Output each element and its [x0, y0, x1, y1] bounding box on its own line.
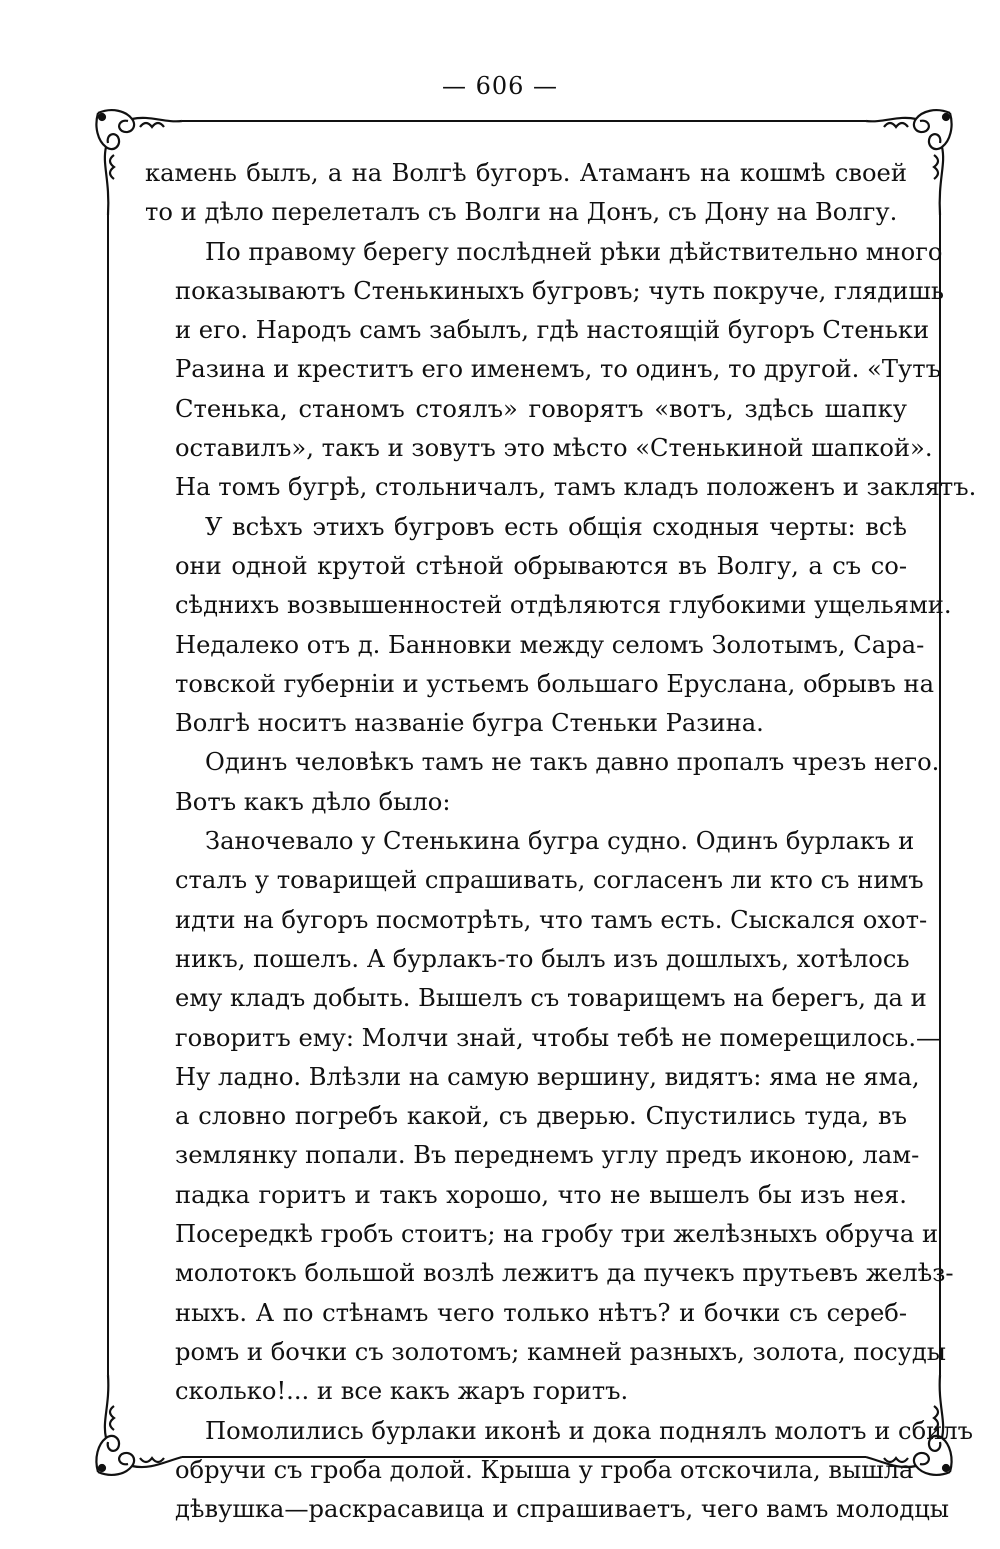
text-line: Помолились бурлаки иконѣ и дока поднялъ молотъ и сбилъ — [205, 1416, 974, 1445]
text-line: Ну ладно. Влѣзли на самую вершину, видятъ: яма не яма, — [175, 1062, 920, 1091]
text-line: Стенька, станомъ стоялъ» говорятъ «вотъ, здѣсь шапку — [175, 394, 907, 423]
paragraph — [145, 154, 907, 233]
text-line: Волгѣ носитъ названіе бугра Стеньки Разина. — [175, 709, 764, 738]
paragraph — [145, 1412, 974, 1530]
text-line: землянку попали. Въ переднемъ углу предъ иконою, лам- — [175, 1141, 920, 1170]
text-line: падка горитъ и такъ хорошо, что не вышелъ бы изъ нея. — [175, 1180, 907, 1209]
paragraph — [145, 743, 940, 822]
text-line: Разина и креститъ его именемъ, то одинъ, то другой. «Тутъ — [175, 355, 941, 384]
text-line: идти на бугоръ посмотрѣть, что тамъ есть. Сыскался охот- — [175, 905, 928, 934]
page-number: — 606 — — [441, 72, 559, 100]
text-line: никъ, пошелъ. А бурлакъ-то былъ изъ дошлыхъ, хотѣлось — [175, 944, 910, 973]
text-line: обручи съ гроба долой. Крыша у гроба отскочила, вышла — [175, 1455, 914, 1484]
text-line: а словно погребъ какой, съ дверью. Спустились туда, въ — [175, 1102, 907, 1131]
text-line: сѣднихъ возвышенностей отдѣляются глубокими ущельями. — [175, 591, 952, 620]
text-line: Одинъ человѣкъ тамъ не такъ давно пропалъ чрезъ него. — [205, 748, 940, 777]
text-line: У всѣхъ этихъ бугровъ есть общія сходныя черты: всѣ — [205, 512, 907, 541]
text-line: оставилъ», такъ и зовутъ это мѣсто «Стенькиной шапкой». — [175, 434, 933, 463]
text-line: Недалеко отъ д. Банновки между селомъ Золотымъ, Сара- — [175, 630, 925, 659]
body-text — [145, 154, 977, 1529]
text-line: показываютъ Стенькиныхъ бугровъ; чуть покруче, глядишь — [175, 276, 945, 305]
text-line: камень былъ, а на Волгѣ бугоръ. Атаманъ на кошмѣ своей — [145, 159, 907, 187]
text-line: Заночевало у Стенькина бугра судно. Одинъ бурлакъ и — [205, 827, 915, 856]
text-line: По правому берегу послѣдней рѣки дѣйствительно много — [205, 237, 943, 266]
text-line: они одной крутой стѣной обрываются въ Волгу, а съ со- — [175, 551, 907, 580]
paragraph — [145, 508, 952, 744]
text-line: сталъ у товарищей спрашивать, согласенъ ли кто съ нимъ — [175, 866, 924, 895]
paragraph — [145, 822, 954, 1411]
text-line: На томъ бугрѣ, стольничалъ, тамъ кладъ положенъ и заклятъ. — [175, 473, 977, 502]
text-line: ему кладъ добыть. Вышелъ съ товарищемъ на берегъ, да и — [175, 984, 927, 1013]
text-line: говоритъ ему: Молчи знай, чтобы тебѣ не померещилось.— — [175, 1023, 941, 1052]
text-line: то и дѣло перелеталъ съ Волги на Донъ, съ Дону на Волгу. — [145, 198, 898, 227]
text-line: сколько!... и все какъ жаръ горитъ. — [175, 1377, 629, 1406]
text-line: молотокъ большой возлѣ лежитъ да пучекъ прутьевъ желѣз- — [175, 1259, 954, 1288]
text-line: и его. Народъ самъ забылъ, гдѣ настоящій бугоръ Стеньки — [175, 316, 930, 345]
text-line: ныхъ. А по стѣнамъ чего только нѣтъ? и бочки съ сереб- — [175, 1298, 907, 1327]
text-line: Вотъ какъ дѣло было: — [175, 787, 451, 816]
text-line: товской губерніи и устьемъ большаго Еруслана, обрывъ на — [175, 669, 935, 698]
text-line: дѣвушка—раскрасавица и спрашиваетъ, чего вамъ молодцы — [175, 1495, 950, 1524]
paragraph — [145, 233, 977, 508]
text-line: Посередкѣ гробъ стоитъ; на гробу три желѣзныхъ обруча и — [175, 1220, 939, 1249]
text-line: ромъ и бочки съ золотомъ; камней разныхъ, золота, посуды — [175, 1337, 947, 1366]
